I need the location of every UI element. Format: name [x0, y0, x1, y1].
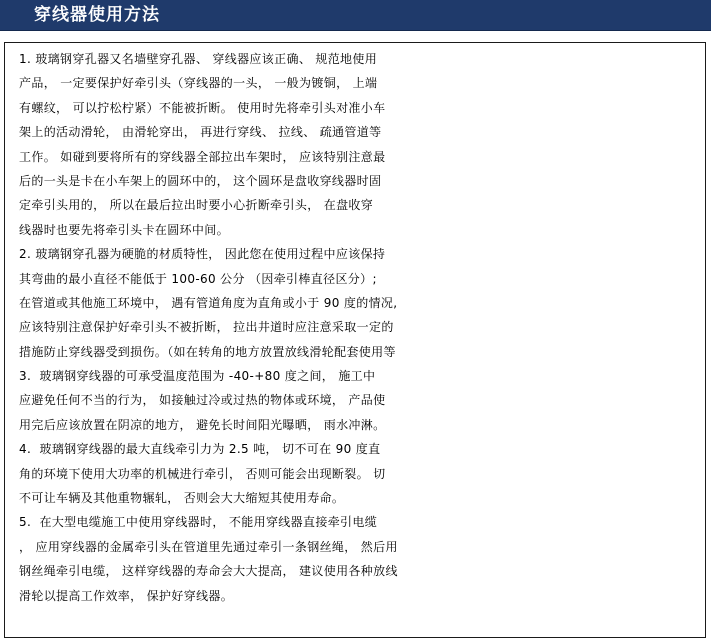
text-line: 定牵引头用的， 所以在最后拉出时要小心折断牵引头， 在盘收穿	[19, 198, 374, 213]
text-line: 应避免任何不当的行为， 如接触过冷或过热的物体或环境， 产品使	[19, 393, 386, 408]
text-line: ， 应用穿线器的金属牵引头在管道里先通过牵引一条钢丝绳， 然后用	[19, 539, 398, 554]
title-bar	[0, 0, 711, 31]
text-line: 角的环境下使用大功率的机械进行牵引， 否则可能会出现断裂。 切	[19, 466, 386, 481]
text-line: 其弯曲的最小直径不能低于 100-60 公分 （因牵引棒直径区分）;	[19, 271, 377, 286]
text-line: 后的一头是卡在小车架上的圆环中的， 这个圆环是盘收穿线器时固	[19, 173, 382, 188]
text-line: 措施防止穿线器受到损伤。（如在转角的地方放置放线滑轮配套使用等	[19, 344, 396, 359]
text-line: 产品， 一定要保护好牵引头（穿线器的一头， 一般为镀铜， 上端	[19, 76, 378, 91]
instructions-box	[4, 42, 706, 638]
text-line: 架上的活动滑轮， 由滑轮穿出， 再进行穿线、 拉线、 疏通管道等	[19, 125, 382, 140]
text-line: 工作。 如碰到要将所有的穿线器全部拉出车架时， 应该特别注意最	[19, 149, 386, 164]
text-line: 线器时也要先将牵引头卡在圆环中间。	[19, 222, 229, 237]
text-line: 2. 玻璃钢穿孔器为硬脆的材质特性， 因此您在使用过程中应该保持	[19, 247, 386, 262]
text-line: 不可让车辆及其他重物辗轧， 否则会大大缩短其使用寿命。	[19, 491, 345, 506]
text-line: 用完后应该放置在阴凉的地方， 避免长时间阳光曝晒， 雨水冲淋。	[19, 417, 386, 432]
text-line: 钢丝绳牵引电缆， 这样穿线器的寿命会大大提高， 建议使用各种放线	[19, 564, 398, 579]
text-line: 有螺纹， 可以拧松柠紧）不能被折断。 使用时先将牵引头对准小车	[19, 100, 386, 115]
text-line: 滑轮以提高工作效率， 保护好穿线器。	[19, 588, 234, 603]
text-line: 3. 玻璃钢穿线器的可承受温度范围为 -40-+80 度之间， 施工中	[19, 369, 376, 384]
text-line: 应该特别注意保护好牵引头不被折断， 拉出井道时应注意采取一定的	[19, 320, 394, 335]
page-title: 穿线器使用方法	[34, 4, 160, 25]
text-line: 1. 玻璃钢穿孔器又名墙壁穿孔器、 穿线器应该正确、 规范地使用	[19, 52, 378, 66]
text-line: 4. 玻璃钢穿线器的最大直线牵引力为 2.5 吨， 切不可在 90 度直	[19, 442, 381, 457]
text-line: 在管道或其他施工环境中， 遇有管道角度为直角或小于 90 度的情况,	[19, 295, 398, 310]
text-line: 5. 在大型电缆施工中使用穿线器时， 不能用穿线器直接牵引电缆	[19, 515, 378, 530]
